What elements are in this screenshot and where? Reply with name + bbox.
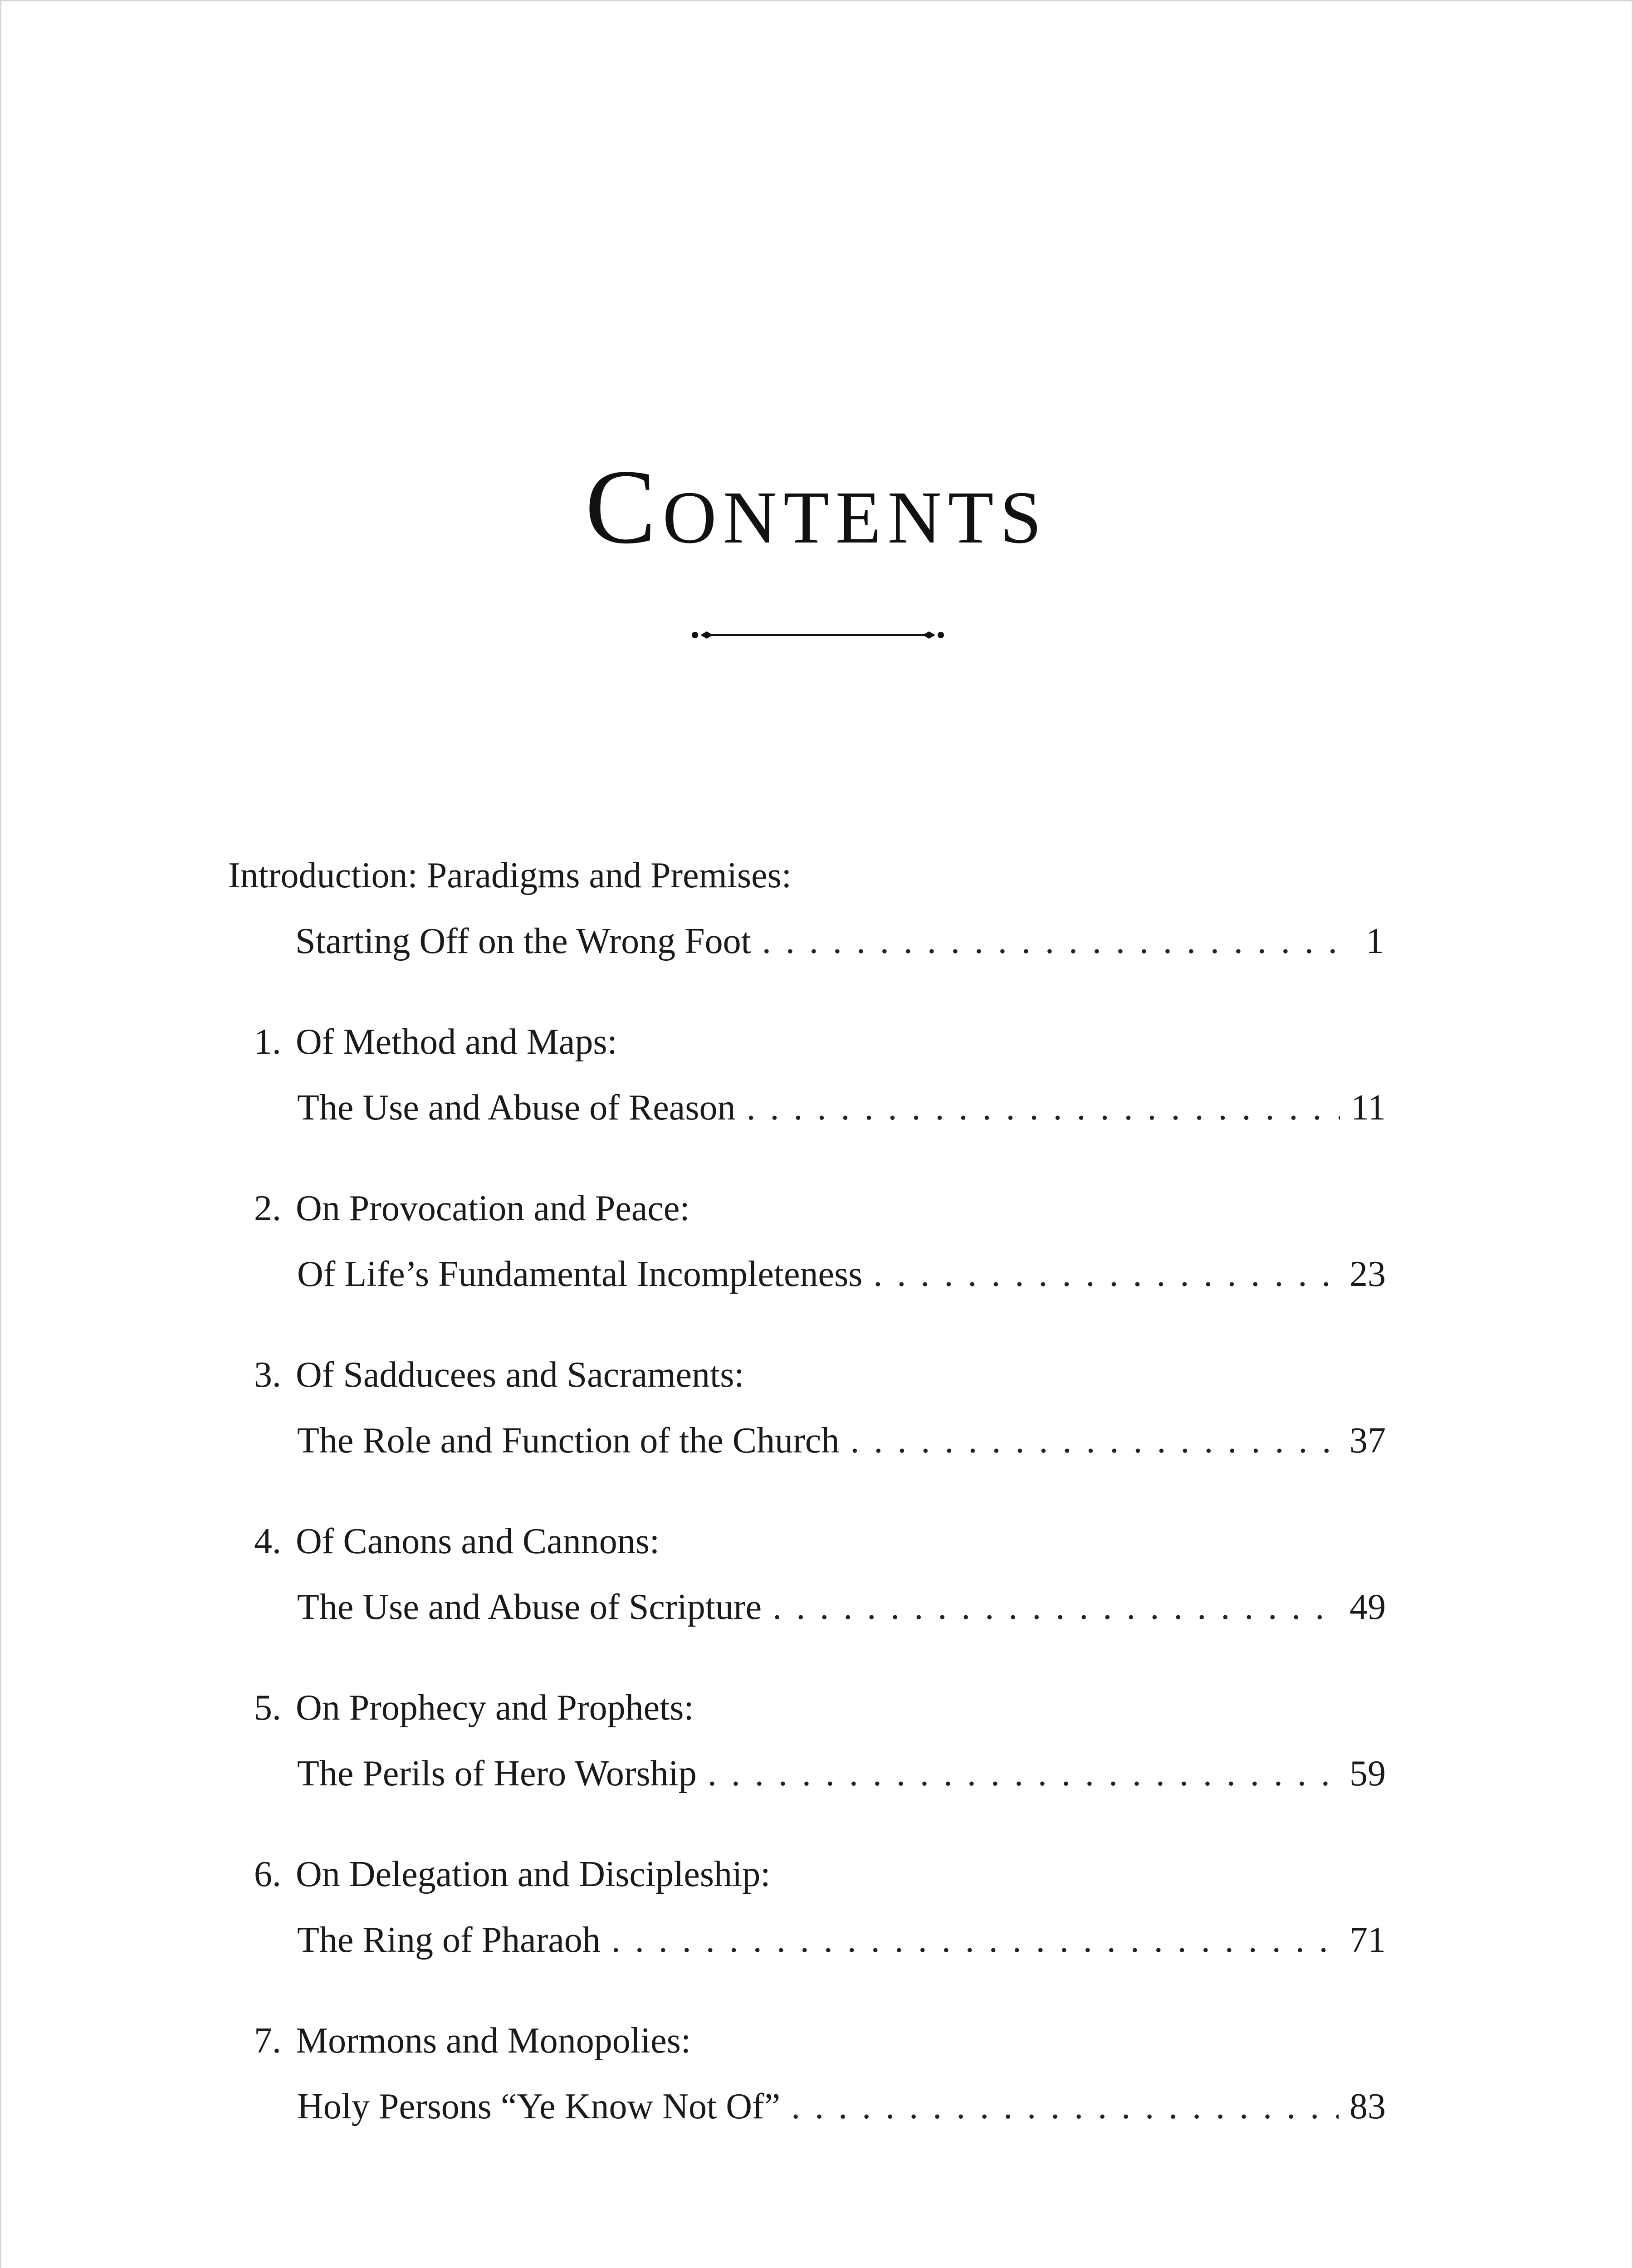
chapter-number: 2. xyxy=(254,1188,281,1228)
chapter-subtitle: Holy Persons “Ye Know Not Of” xyxy=(297,2087,781,2126)
chapter-number: 4. xyxy=(254,1521,281,1561)
toc-page-number: 23 xyxy=(1349,1254,1386,1294)
chapter-number: 6. xyxy=(254,1854,281,1894)
toc-page-number: 71 xyxy=(1349,1920,1386,1960)
toc-page-number: 11 xyxy=(1350,1088,1386,1128)
chapter-title: On Delegation and Discipleship: xyxy=(296,1854,771,1894)
chapter-subtitle: The Perils of Hero Worship xyxy=(297,1754,697,1794)
chapter-number: 3. xyxy=(254,1355,281,1395)
toc-page-number: 49 xyxy=(1349,1587,1386,1627)
chapter-number: 5. xyxy=(254,1688,281,1728)
dot-leader xyxy=(762,919,1341,964)
chapter-title: Of Canons and Cannons: xyxy=(296,1521,660,1561)
chapter-subtitle: The Ring of Pharaoh xyxy=(297,1920,601,1960)
chapter-title: Mormons and Monopolies: xyxy=(296,2021,691,2061)
chapter-subtitle: The Use and Abuse of Scripture xyxy=(297,1587,762,1627)
toc-intro-title: Introduction: Paradigms and Premises: xyxy=(228,855,792,895)
toc-page-number: 1 xyxy=(1366,921,1384,961)
toc-chapter-1-entry[interactable] xyxy=(297,1085,1386,1130)
chapter-subtitle: Of Life’s Fundamental Incompleteness xyxy=(297,1254,863,1294)
chapter-title: Of Method and Maps: xyxy=(296,1022,617,1062)
toc-page-number: 59 xyxy=(1349,1754,1386,1794)
dot-leader xyxy=(873,1251,1339,1297)
toc-chapter-2-entry[interactable] xyxy=(297,1251,1386,1297)
dot-leader xyxy=(611,1917,1339,1963)
toc-chapter-6-entry[interactable] xyxy=(297,1917,1386,1963)
chapter-subtitle: The Role and Function of the Church xyxy=(297,1421,840,1461)
toc-page-number: 37 xyxy=(1349,1421,1386,1461)
chapter-title: On Provocation and Peace: xyxy=(296,1188,690,1228)
page-title: Contents xyxy=(585,448,1048,566)
toc-chapter-3-entry[interactable] xyxy=(297,1418,1386,1463)
dot-leader xyxy=(746,1085,1340,1130)
chapter-title: Of Sadducees and Sacraments: xyxy=(296,1355,744,1395)
dot-leader xyxy=(772,1584,1339,1630)
chapter-title: On Prophecy and Prophets: xyxy=(296,1688,694,1728)
chapter-number: 1. xyxy=(254,1022,281,1062)
toc-intro-entry[interactable] xyxy=(295,919,1384,964)
dot-leader xyxy=(791,2084,1339,2129)
toc-chapter-5-entry[interactable] xyxy=(297,1751,1386,1796)
chapter-subtitle: The Use and Abuse of Reason xyxy=(297,1088,736,1128)
dot-leader xyxy=(708,1751,1339,1796)
dot-leader xyxy=(850,1418,1339,1463)
toc-chapter-4-entry[interactable] xyxy=(297,1584,1386,1630)
toc-intro-subtitle: Starting Off on the Wrong Foot xyxy=(295,921,751,961)
toc-page-number: 83 xyxy=(1349,2087,1386,2126)
toc-chapter-7-entry[interactable] xyxy=(297,2084,1386,2129)
chapter-number: 7. xyxy=(254,2021,281,2061)
